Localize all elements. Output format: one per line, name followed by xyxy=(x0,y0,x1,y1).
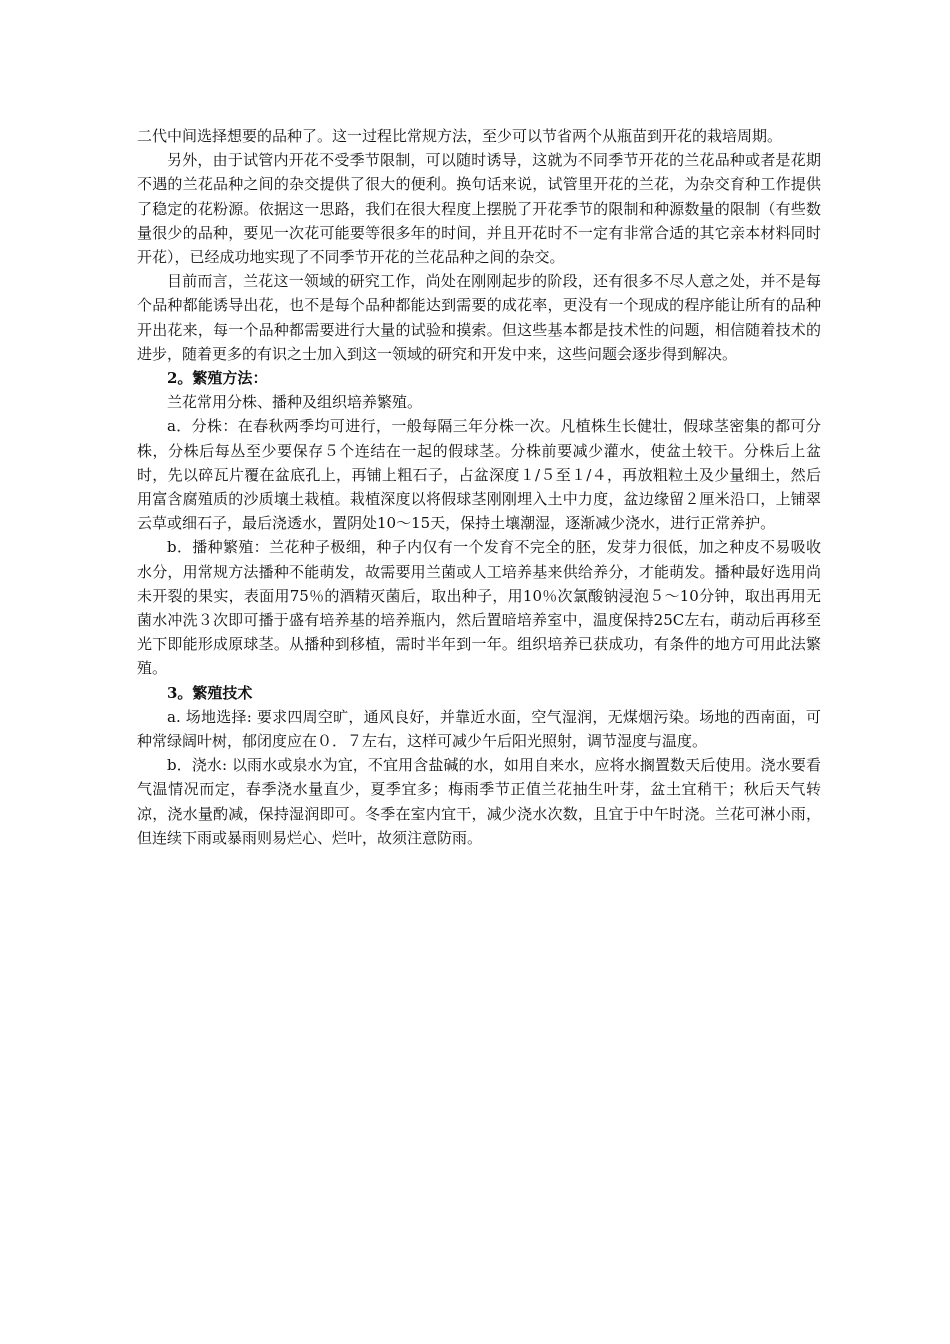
document-body xyxy=(137,124,821,850)
section-heading-propagation-methods: 2。繁殖方法： xyxy=(167,369,268,388)
paragraph-research-status: 目前而言，兰花这一领域的研究工作，尚处在刚刚起步的阶段，还有很多不尽人意之处，并不是每个品种都能诱导出花，也不是每个品种都能达到需要的成花率，更没有一个现成的程序能让所有的品种开出花来，每一个品种都需要进行大量的试验和摸索。但这些基本都是技术性的问题，相信随着技术的进步，随着更多的有识之士加入到这一领域的研究和开发中来，这些问题会逐步得到解决。 xyxy=(137,272,821,363)
paragraph-division: a．分株：在春秋两季均可进行，一般每隔三年分株一次。凡植株生长健壮，假球茎密集的都可分株，分株后每丛至少要保存５个连结在一起的假球茎。分株前要减少灌水，使盆土较干。分株后上盆时，先以碎瓦片覆在盆底孔上，再铺上粗石子，占盆深度１/５至１/４，再放粗粒土及少量细土，然后用富含腐殖质的沙质壤土栽植。栽植深度以将假球茎刚刚埋入土中力度，盆边缘留２厘米沿口，上铺翠云草或细石子，最后浇透水，置阴处10～15天，保持土壤潮湿，逐渐减少浇水，进行正常养护。 xyxy=(137,417,821,533)
paragraph-propagation-intro: 兰花常用分株、播种及组织培养繁殖。 xyxy=(167,393,423,412)
section-heading-propagation-techniques: 3。繁殖技术 xyxy=(167,683,253,702)
paragraph-watering: b．浇水: 以雨水或泉水为宜，不宜用含盐碱的水，如用自来水，应将水搁置数天后使用。浇水要看气温情况而定，春季浇水量直少，夏季宜多；梅雨季节正值兰花抽生叶芽，盆土宜稍干；秋后天气转凉，浇水量酌减，保持湿润即可。冬季在室内宜干，减少浇水次数，且宜于中午时浇。兰花可淋小雨，但连续下雨或暴雨则易烂心、烂叶，故须注意防雨。 xyxy=(137,756,821,847)
paragraph-continuation: 二代中间选择想要的品种了。这一过程比常规方法，至少可以节省两个从瓶苗到开花的栽培周期。 xyxy=(137,127,783,145)
paragraph-site-selection: a. 场地选择: 要求四周空旷，通风良好，并靠近水面，空气湿润，无煤烟污染。场地的西南面，可种常绿阔叶树，郁闭度应在０．７左右，这样可减少午后阳光照射，调节湿度与温度。 xyxy=(137,707,821,751)
paragraph-seed-propagation: b．播种繁殖：兰花种子极细，种子内仅有一个发育不完全的胚，发芽力很低，加之种皮不易吸收水分，用常规方法播种不能萌发，故需要用兰菌或人工培养基来供给养分，才能萌发。播种最好选用尚未开裂的果实，表面用75％的酒精灭菌后，取出种子，用10％次氯酸钠浸泡５～10分钟，取出再用无菌水冲洗３次即可播于盛有培养基的培养瓶内，然后置暗培养室中，温度保持25C左右，萌动后再移至光下即能形成原球茎。从播种到移植，需时半年到一年。组织培养已获成功，有条件的地方可用此法繁殖。 xyxy=(137,538,821,678)
paragraph-test-tube-flowering: 另外，由于试管内开花不受季节限制，可以随时诱导，这就为不同季节开花的兰花品种或者是花期不遇的兰花品种之间的杂交提供了很大的便利。换句话来说，试管里开花的兰花，为杂交育种工作提供了稳定的花粉源。依据这一思路，我们在很大程度上摆脱了开花季节的限制和种源数量的限制（有些数量很少的品种，要见一次花可能要等很多年的时间，并且开花时不一定有非常合适的其它亲本材料同时开花），已经成功地实现了不同季节开花的兰花品种之间的杂交。 xyxy=(137,151,821,267)
